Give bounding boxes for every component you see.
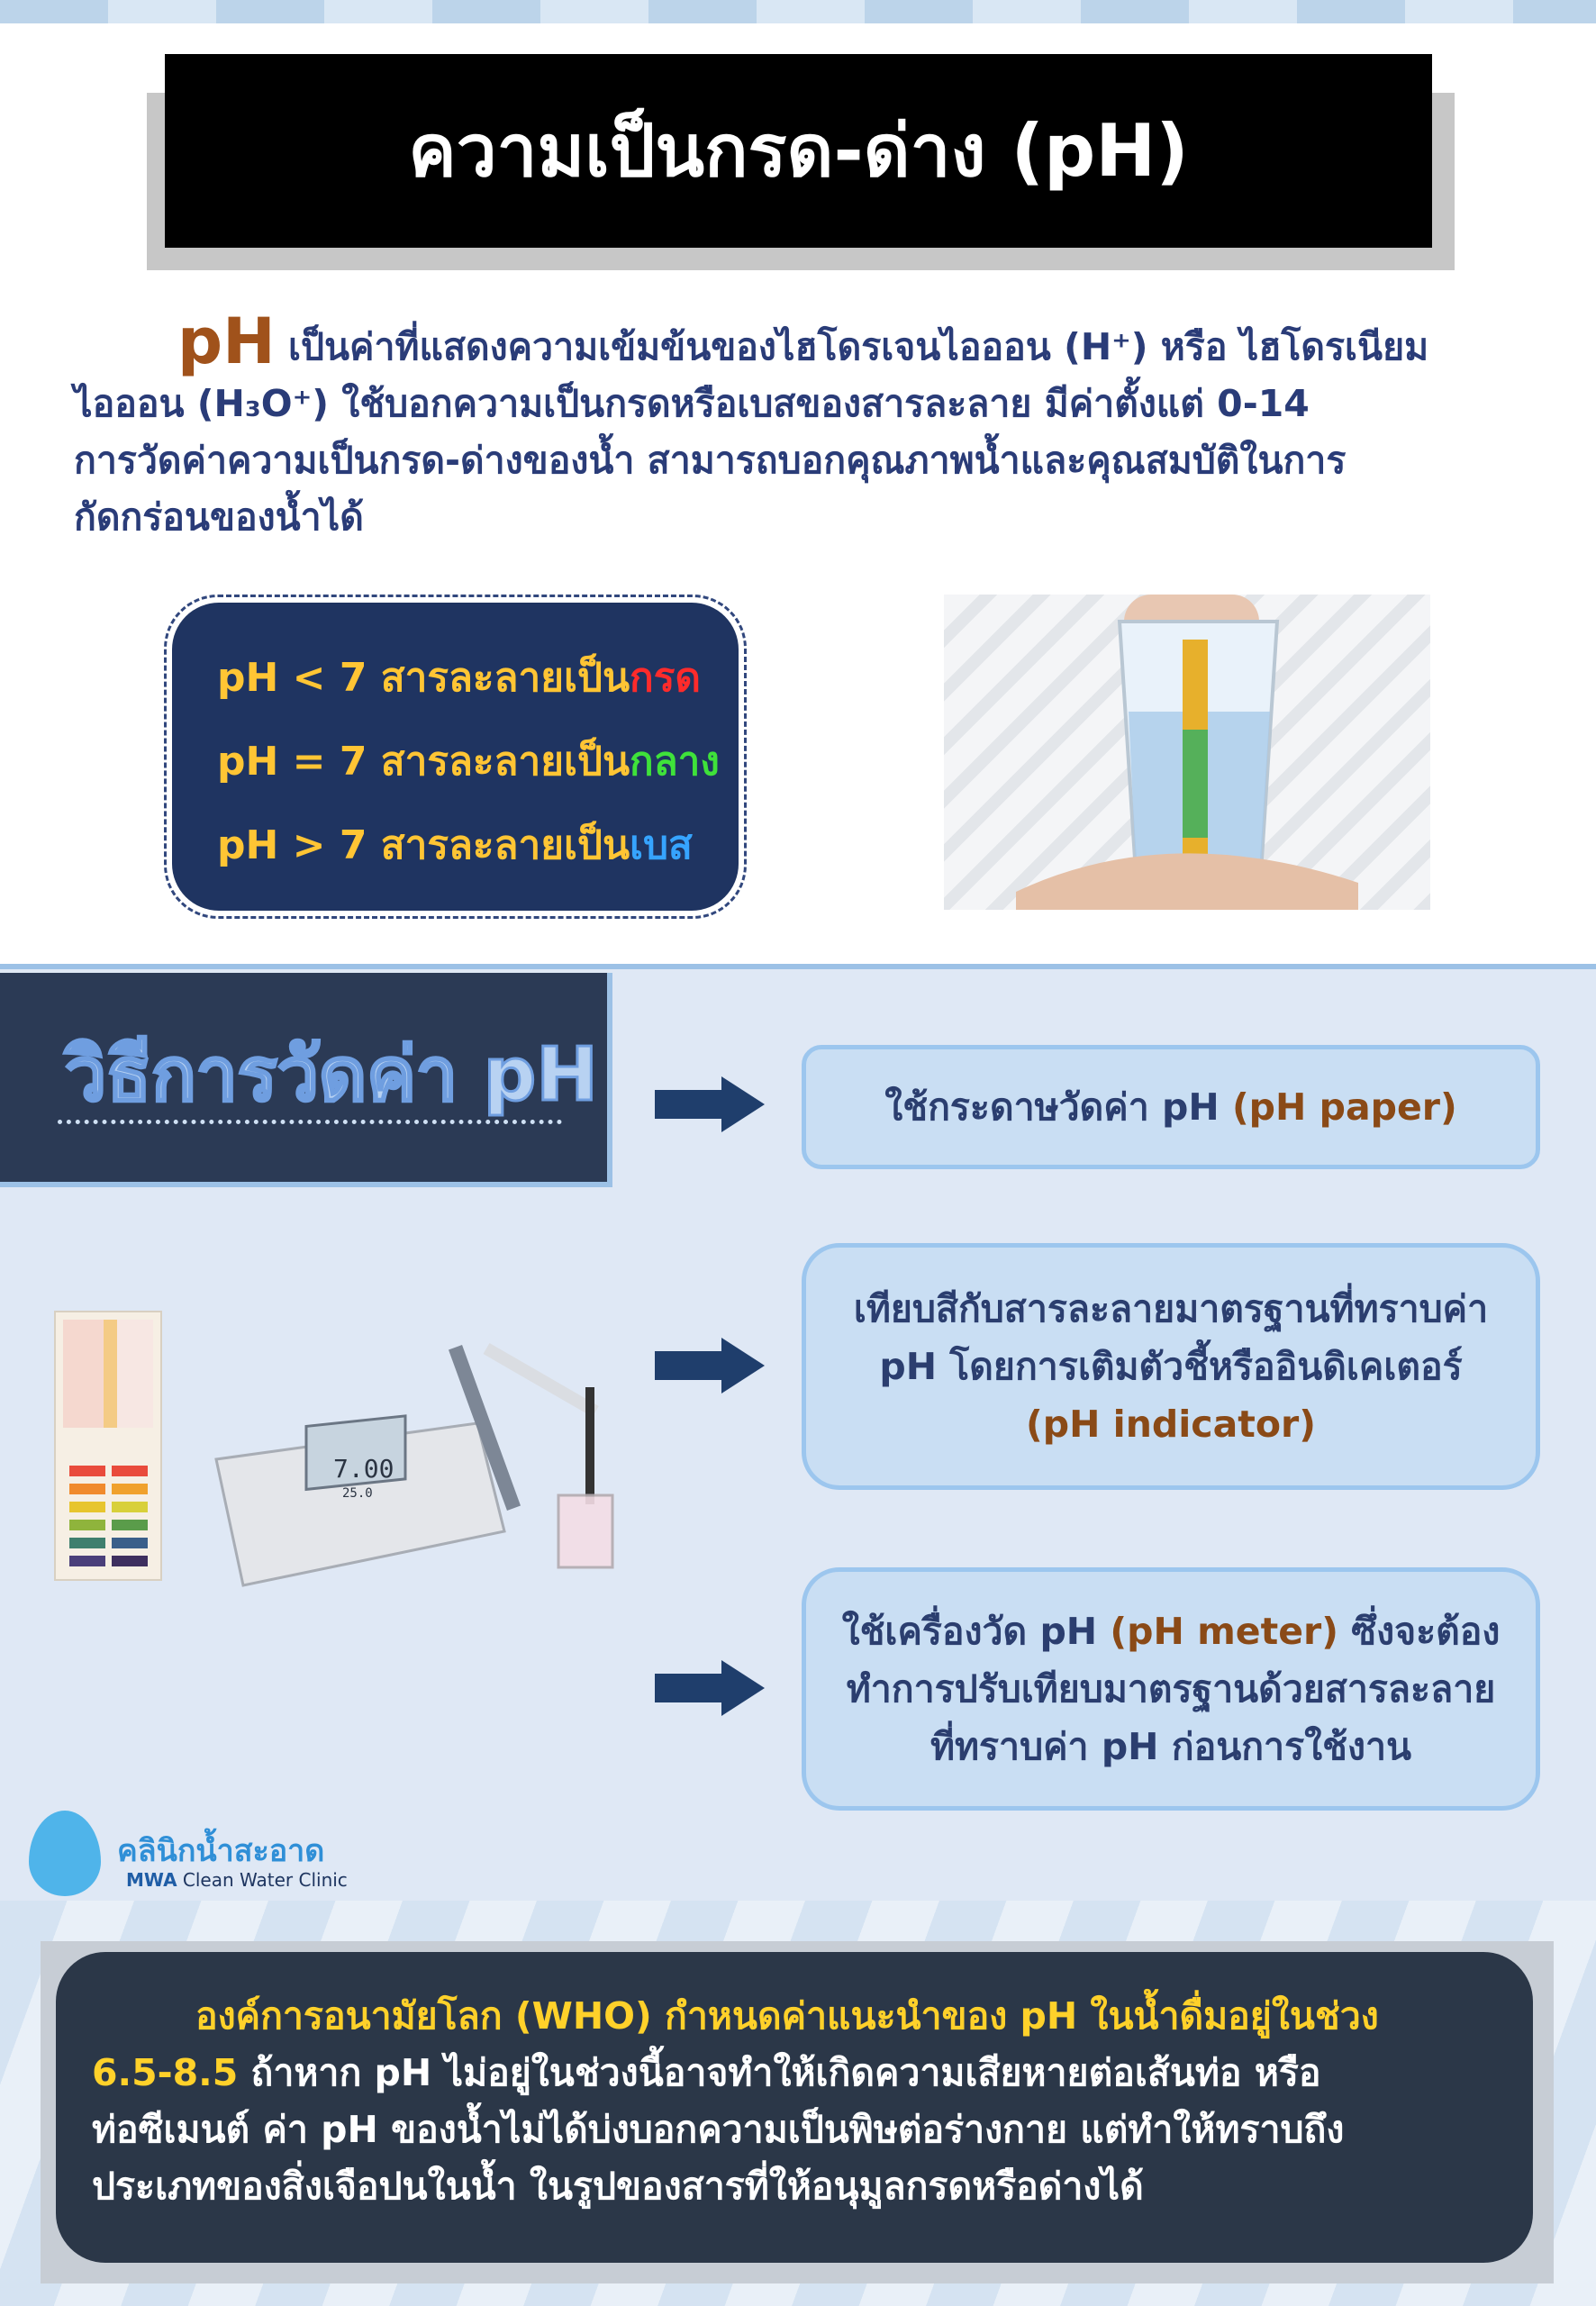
ph-scale-box: [164, 595, 747, 919]
color-swatch: [112, 1484, 148, 1494]
method-1-highlight: (pH paper): [1231, 1085, 1457, 1129]
logo-title: คลินิกน้ำสะอาด: [117, 1833, 325, 1869]
glass-illustration: [944, 595, 1430, 910]
method-ph-meter-box: [802, 1567, 1540, 1811]
color-swatch: [69, 1502, 105, 1512]
color-swatch: [69, 1520, 105, 1530]
mwa-clean-water-clinic-logo: [20, 1806, 348, 1905]
color-swatch: [69, 1484, 105, 1494]
logo-subtitle: [126, 1869, 348, 1891]
method-3-pre: ใช้เครื่องวัด pH: [841, 1610, 1111, 1653]
meter-display-value: 7.00: [333, 1454, 394, 1484]
method-2-line-2: pH โดยการเติมตัวชี้หรืออินดิเคเตอร์: [879, 1345, 1463, 1388]
intro-line-1-text: เป็นค่าที่แสดงความเข้มข้นของไฮโดรเจนไอออน (H⁺) หรือ ไฮโดรเนียม: [275, 325, 1429, 368]
methods-heading: วิธีการวัดค่า pH: [65, 1032, 598, 1118]
ph-meter-illustration: [207, 1324, 621, 1594]
method-2-highlight: (pH indicator): [1025, 1403, 1316, 1446]
page-title: ความเป็นกรด-ด่าง (pH): [408, 109, 1189, 193]
ph-neutral-word: กลาง: [630, 739, 720, 785]
intro-paragraph: [74, 304, 1515, 546]
who-note-line-1: องค์การอนามัยโลก (WHO) กำหนดค่าแนะนำของ pH ในน้ำดื่มอยู่ในช่วง: [195, 1994, 1379, 2038]
ph-row-neutral: [217, 730, 739, 813]
title-banner: [165, 54, 1432, 248]
logo-sub-bold: MWA: [126, 1869, 177, 1891]
method-3-highlight: (pH meter): [1110, 1610, 1338, 1653]
ph-scale-box-inner: [172, 603, 739, 911]
glass-with-ph-strip-photo: [944, 595, 1430, 910]
ph-neutral-prefix: pH = 7 สารละลายเป็น: [217, 739, 630, 785]
arrow-right-icon: [655, 1660, 765, 1716]
color-swatch: [112, 1502, 148, 1512]
color-swatch: [69, 1538, 105, 1548]
who-note-box: [56, 1952, 1533, 2263]
ph-acid-word: กรด: [630, 655, 701, 701]
who-note-line-2: [92, 2045, 1497, 2102]
arrow-right-icon: [655, 1076, 765, 1132]
logo-sub-text: Clean Water Clinic: [177, 1869, 348, 1891]
who-ph-range: 6.5-8.5: [92, 2051, 239, 2094]
color-swatch: [112, 1538, 148, 1548]
method-3-line-2: ทำการปรับเทียบมาตรฐานด้วยสารละลาย: [846, 1667, 1496, 1711]
intro-lead-ph: pH: [177, 304, 276, 378]
method-ph-paper-box: [802, 1045, 1540, 1169]
ph-row-acid: [217, 646, 739, 730]
method-3-line-3: ที่ทราบค่า pH ก่อนการใช้งาน: [929, 1725, 1412, 1768]
ph-paper-strip-image: [54, 1311, 162, 1581]
who-note-line-2-rest: ถ้าหาก pH ไม่อยู่ในช่วงนี้อาจทำให้เกิดความเสียหายต่อเส้นท่อ หรือ: [238, 2051, 1321, 2094]
intro-line-4: กัดกร่อนของน้ำได้: [74, 495, 364, 539]
who-note-line-4: ประเภทของสิ่งเจือปนในน้ำ ในรูปของสารที่ให้อนุมูลกรดหรือด่างได้: [92, 2165, 1144, 2208]
method-2-line-1: เทียบสีกับสารละลายมาตรฐานที่ทราบค่า: [853, 1287, 1489, 1330]
ph-base-word: เบส: [630, 822, 693, 868]
ph-acid-prefix: pH < 7 สารละลายเป็น: [217, 655, 630, 701]
top-wave-decoration: [0, 0, 1596, 23]
method-3-line-1: [842, 1602, 1501, 1660]
meter-display-sub: 25.0: [342, 1486, 373, 1501]
color-swatch: [112, 1520, 148, 1530]
intro-line-3: การวัดค่าความเป็นกรด-ด่างของน้ำ สามารถบอกคุณภาพน้ำและคุณสมบัติในการ: [74, 439, 1347, 482]
ph-paper-pad: [63, 1320, 153, 1428]
methods-heading-underline: [58, 1120, 562, 1124]
color-swatch: [69, 1556, 105, 1566]
color-swatch: [69, 1466, 105, 1476]
ph-base-prefix: pH > 7 สารละลายเป็น: [217, 822, 630, 868]
method-1-text: ใช้กระดาษวัดค่า pH: [884, 1085, 1232, 1129]
color-swatch: [112, 1556, 148, 1566]
ph-meter-image: [207, 1324, 621, 1594]
ph-row-base: [217, 813, 739, 897]
arrow-right-icon: [655, 1338, 765, 1394]
who-note-line-3: ท่อซีเมนต์ ค่า pH ของน้ำไม่ได้บ่งบอกความเป็นพิษต่อร่างกาย แต่ทำให้ทราบถึง: [92, 2108, 1345, 2151]
intro-line-2: ไอออน (H₃O⁺) ใช้บอกความเป็นกรดหรือเบสของสารละลาย มีค่าตั้งแต่ 0-14: [74, 382, 1310, 425]
color-swatch: [112, 1466, 148, 1476]
method-3-post: ซึ่งจะต้อง: [1338, 1610, 1501, 1653]
water-drop-mascot-icon: [29, 1811, 101, 1896]
method-ph-indicator-box: [802, 1243, 1540, 1490]
intro-line-1: [74, 304, 1515, 378]
method-ph-paper-text: [884, 1078, 1457, 1136]
